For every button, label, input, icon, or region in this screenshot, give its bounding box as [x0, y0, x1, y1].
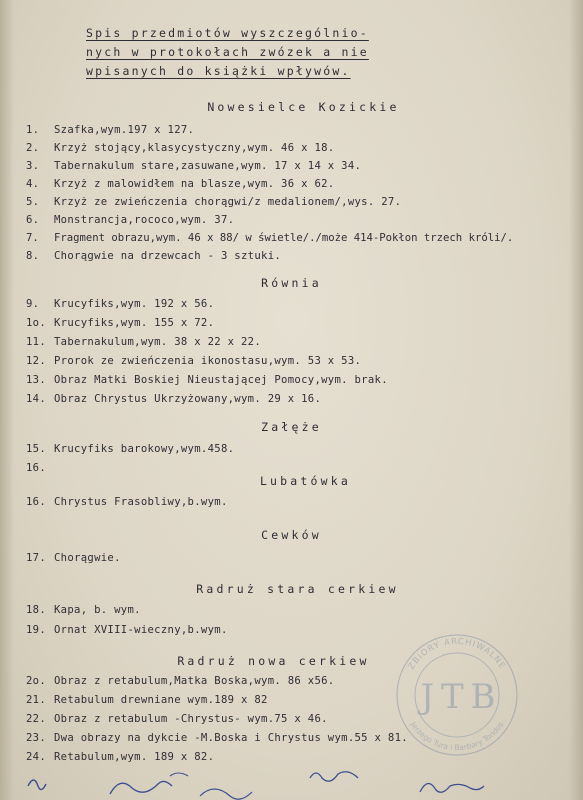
section-heading-lubatowka: Lubatówka	[259, 474, 352, 488]
item-number: 12.	[26, 355, 47, 367]
list-item	[26, 443, 583, 455]
stamp-arc-bottom: Jerzego Tura i Barbary Tondos	[408, 720, 506, 752]
signature-1	[28, 780, 46, 790]
list-item	[26, 196, 583, 208]
paper-edge-left	[0, 0, 14, 800]
item-text: Ornat XVIII-wieczny,b.wym.	[54, 624, 228, 636]
list-item	[26, 317, 583, 329]
item-number: 9.	[26, 298, 40, 310]
item-text: Prorok ze zwieńczenia ikonostasu,wym. 53 x 53.	[54, 355, 362, 367]
signatures	[0, 766, 583, 800]
item-number: 21.	[26, 694, 47, 706]
item-number: 16.	[26, 496, 47, 508]
item-number: 8.	[26, 250, 40, 262]
item-text: Krzyż ze zwieńczenia chorągwi/z medalionem/,wys. 27.	[54, 196, 402, 208]
item-number: 17.	[26, 552, 47, 564]
title-line-1: Spis przedmiotów wyszczególnio-	[86, 26, 369, 40]
item-number: 1.	[26, 124, 40, 136]
item-text: Monstrancja,rococo,wym. 37.	[54, 214, 235, 226]
item-number: 18.	[26, 604, 47, 616]
list-item	[26, 250, 583, 262]
signature-6	[420, 783, 484, 792]
section-heading-cewkow: Cewków	[261, 528, 322, 542]
item-text: Szafka,wym.197 x 127.	[54, 124, 195, 136]
list-item	[26, 355, 583, 367]
section-heading-radruz-nowa: Radruż nowa cerkiew	[177, 654, 370, 668]
item-text: Tabernakulum stare,zasuwane,wym. 17 x 14 x 34.	[54, 160, 362, 172]
item-number: 23.	[26, 732, 47, 744]
item-text: Fragment obrazu,wym. 46 x 88/ w świetle/./może 414-Pokłon trzech króli/.	[54, 232, 514, 244]
item-number: 24.	[26, 751, 47, 763]
item-text: Krzyż z malowidłem na blasze,wym. 36 x 62.	[54, 178, 335, 190]
item-text: Chrystus Frasobliwy,b.wym.	[54, 496, 228, 508]
item-text: Retabulum,wym. 189 x 82.	[54, 751, 215, 763]
list-item	[26, 462, 583, 474]
section-heading-zaleze: Załęże	[261, 420, 322, 434]
archive-stamp	[392, 630, 522, 760]
signature-3	[170, 773, 188, 776]
item-number: 4.	[26, 178, 40, 190]
list-item	[26, 214, 583, 226]
list-item	[26, 142, 583, 154]
item-number: 1o.	[26, 317, 47, 329]
item-text: Obraz z retabulum,Matka Boska,wym. 86 x56.	[54, 675, 335, 687]
list-item	[26, 393, 583, 405]
item-text: Retabulum drewniane wym.189 x 82	[54, 694, 268, 706]
stamp-arc-top: ZBIORY ARCHIWALNE	[406, 636, 508, 672]
signature-4	[200, 789, 252, 799]
list-item	[26, 124, 583, 136]
list-item	[26, 552, 583, 564]
list-item	[26, 496, 583, 508]
document-title	[86, 24, 516, 81]
stamp-monogram: J T B	[420, 677, 494, 717]
item-text: Obraz z retabulum -Chrystus- wym.75 x 46.	[54, 713, 328, 725]
item-text: Krucyfiks,wym. 155 x 72.	[54, 317, 215, 329]
item-number: 16.	[26, 462, 47, 474]
list-item	[26, 298, 583, 310]
item-text: Tabernakulum,wym. 38 x 22 x 22.	[54, 336, 262, 348]
item-number: 14.	[26, 393, 47, 405]
list-item	[26, 336, 583, 348]
list-item	[26, 160, 583, 172]
item-number: 2.	[26, 142, 40, 154]
title-line-2: nych w protokołach zwózek a nie	[86, 45, 369, 59]
item-number: 15.	[26, 443, 47, 455]
list-item	[26, 604, 583, 616]
item-text: Chorągwie na drzewcach - 3 sztuki.	[54, 250, 282, 262]
item-number: 13.	[26, 374, 47, 386]
item-number: 11.	[26, 336, 47, 348]
item-number: 19.	[26, 624, 47, 636]
section-heading-radruz-stara: Radruż stara cerkiew	[196, 582, 399, 596]
item-text: Dwa obrazy na dykcie -M.Boska i Chrystus wym.55 x 81.	[54, 732, 408, 744]
item-number: 22.	[26, 713, 47, 725]
item-number: 7.	[26, 232, 39, 244]
list-item	[26, 374, 583, 386]
item-text: Krucyfiks,wym. 192 x 56.	[54, 298, 215, 310]
item-number: 3.	[26, 160, 40, 172]
section-heading-nowesielce: Nowesielce Kozickie	[207, 100, 400, 114]
item-text: Chorągwie.	[54, 552, 121, 564]
item-text: Kapa, b. wym.	[54, 604, 141, 616]
list-item	[26, 232, 583, 244]
item-text: Obraz Matki Boskiej Nieustającej Pomocy,wym. brak.	[54, 374, 388, 386]
signature-2	[110, 781, 172, 794]
title-line-3: wpisanych do książki wpływów.	[86, 64, 351, 78]
item-text: Krucyfiks barokowy,wym.458.	[54, 443, 235, 455]
section-heading-rownia: Równia	[261, 276, 322, 290]
item-text: Obraz Chrystus Ukrzyżowany,wym. 29 x 16.	[54, 393, 322, 405]
item-number: 5.	[26, 196, 40, 208]
item-number: 2o.	[26, 675, 47, 687]
list-item	[26, 178, 583, 190]
signature-5	[310, 772, 358, 781]
item-text: Krzyż stojący,klasycystyczny,wym. 46 x 18.	[54, 142, 335, 154]
item-number: 6.	[26, 214, 40, 226]
